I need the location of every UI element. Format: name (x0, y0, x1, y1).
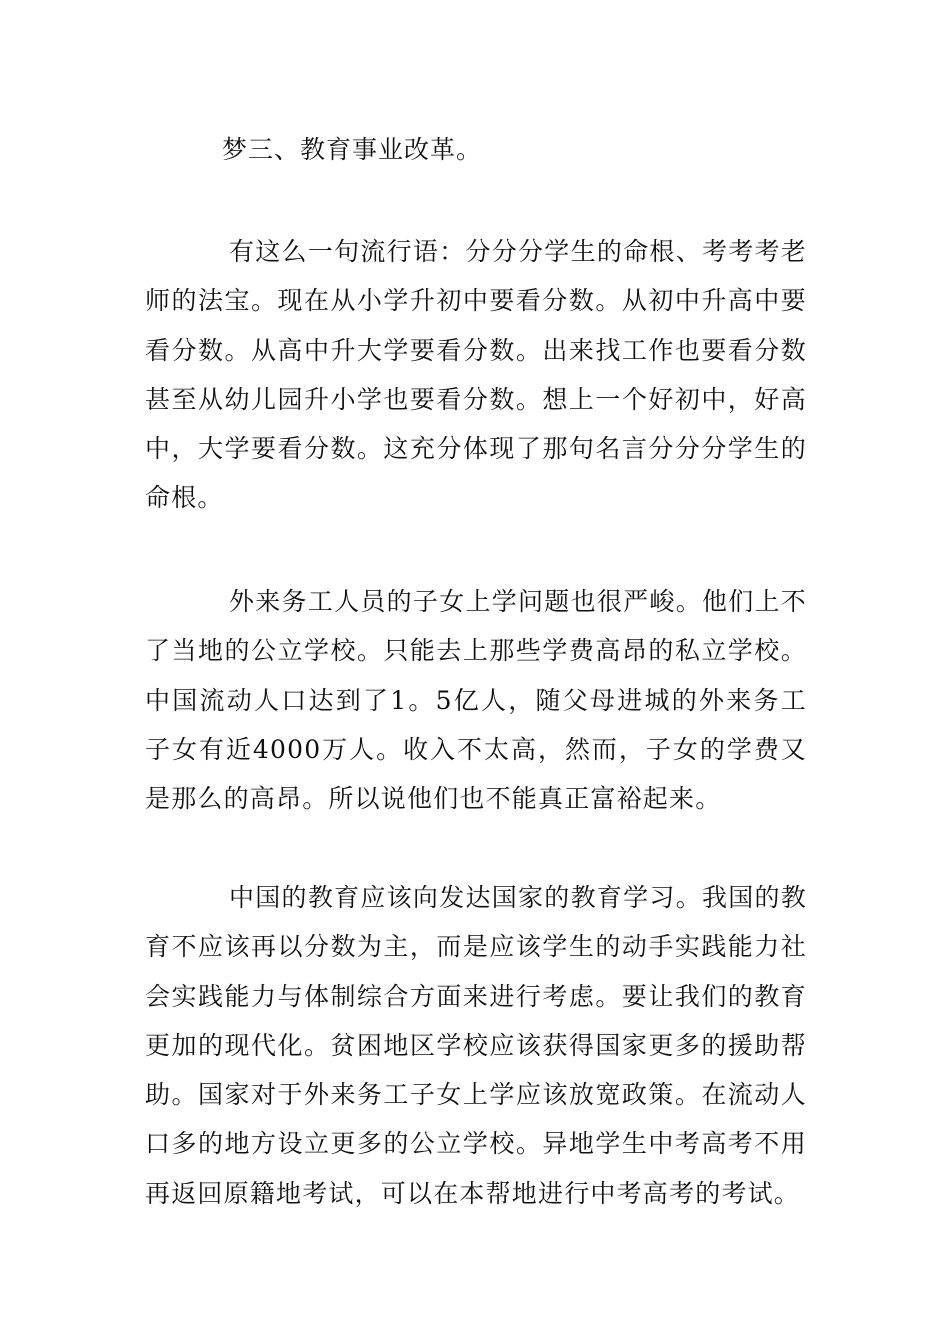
paragraph-migrant-children: 外来务工人员的子女上学问题也很严峻。他们上不了当地的公立学校。只能去上那些学费高昂的私立学校。中国流动人口达到了1。5亿人，随父母进城的外来务工子女有近4000万人。收入不太高，然而，子女的学费又是那么的高昂。所以说他们也不能真正富裕起来。 (145, 587, 807, 814)
paragraph-exam-scores: 有这么一句流行语：分分分学生的命根、考考考老师的法宝。现在从小学升初中要看分数。从初中升高中要看分数。从高中升大学要看分数。出来找工作也要看分数甚至从幼儿园升小学也要看分数。想上一个好初中，好高中，大学要看分数。这充分体现了那句名言分分分学生的命根。 (145, 237, 807, 513)
section-heading: 梦三、教育事业改革。 (222, 135, 483, 164)
paragraph-education-reform: 中国的教育应该向发达国家的教育学习。我国的教育不应该再以分数为主，而是应该学生的动手实践能力社会实践能力与体制综合方面来进行考虑。要让我们的教育更加的现代化。贫困地区学校应该获得国家更多的援助帮助。国家对于外来务工子女上学应该放宽政策。在流动人口多的地方设立更多的公立学校。异地学生中考高考不用再返回原籍地考试，可以在本帮地进行中考高考的考试。 (145, 883, 807, 1208)
